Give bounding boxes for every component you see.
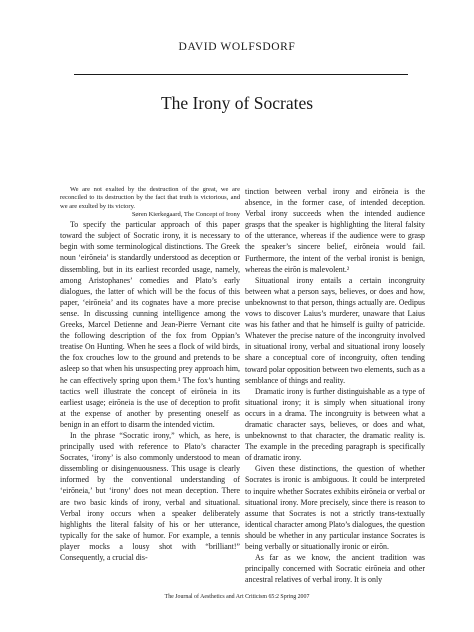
journal-footer: The Journal of Aesthetics and Art Criticism 65:2 Spring 2007 [164, 594, 310, 600]
body-paragraph: Dramatic irony is further distinguishable as a type of situational irony; it is simply when situational irony occurs in a drama. The incongruity is between what a dramatic character says, believes, or does and what, unbeknownst to that character, the dramatic reality is. The example in the preceding paragraph is specifically of dramatic irony. [245, 386, 425, 463]
body-paragraph: To specify the particular approach of this paper toward the subject of Socratic irony, it is necessary to begin with some terminological distinctions. The Greek noun ‘eirōneia’ is standardly understood as deception or dissembling, but in its earliest recorded usage, namely, among Aristophanes’ comedies and Plato’s early dialogues, the latter of which will be the focus of this paper, ‘eirōneia’ and its cognates have a more precise sense. In discussing cunning intelligence among the Greeks, Marcel Detienne and Jean-Pierre Vernant cite the following description of the fox from Oppian’s treatise On Hunting. When he sees a flock of wild birds, the fox crouches low to the ground and pretends to be asleep so that when his unsuspecting prey approach him, he can effectively spring upon them.¹ The fox’s hunting tactics well illustrate the concept of eirōneia in its earliest usage; eirōneia is the use of deception to profit at the expense of another by presenting oneself as benign in an effort to disarm the intended victim. [60, 220, 240, 429]
header-rule [74, 74, 408, 75]
author-header: DAVID WOLFSDORF [178, 41, 296, 53]
body-paragraph: Situational irony entails a certain incongruity between what a person says, believes, or does and how, unbeknownst to that person, things actually are. Oedipus vows to discover Laius’s murderer, unaware that Laius was his father and that he himself is guilty of patricide. Whatever the precise nature of the incongruity involved in situational irony, verbal and situational irony loosely share a conceptual core of incongruity, often tending toward polar opposition between two elements, such as a semblance of things and reality. [245, 275, 425, 385]
body-paragraph: Given these distinctions, the question of whether Socrates is ironic is ambiguous. It could be interpreted to inquire whether Socrates exhibits eirōneia or verbal or situational irony. More precisely, since there is reason to assume that Socrates is not a strictly trans-textually identical character among Plato’s dialogues, the question should be whether in any particular instance Socrates is being verbally or situationally ironic or eirōn. [245, 464, 425, 551]
body-paragraph: tinction between verbal irony and eirōneia is the absence, in the former case, of intended deception. Verbal irony succeeds when the intended audience grasps that the speaker is highlighting the literal falsity of the utterance, whereas if the audience were to grasp the speaker’s sincere belief, eirōneia would fail. Furthermore, the intent of the verbal ironist is benign, whereas the eirōn is malevolent.² [245, 187, 425, 274]
epigraph-text: We are not exalted by the destruction of the great, we are reconciled to its destruction by the fact that truth is victorious, and we are exulted by its victory. [60, 186, 240, 210]
right-column [245, 186, 425, 585]
epigraph-source: Søren Kierkegaard, The Concept of Irony [131, 210, 240, 218]
body-paragraph: As far as we know, the ancient tradition was principally concerned with Socratic eirōneia and other ancestral relatives of verbal irony. It is only [245, 553, 425, 585]
article-title: The Irony of Socrates [160, 93, 314, 113]
left-column [60, 186, 240, 563]
body-paragraph: In the phrase “Socratic irony,” which, as here, is principally used with reference to Plato’s character Socrates, ‘irony’ is also commonly understood to mean dissembling or disingenuousness. This usage is clearly informed by the conventional understanding of ‘eirōneia,’ but ‘irony’ does not mean deception. There are two basic kinds of irony, verbal and situational. Verbal irony occurs when a speaker deliberately highlights the literal falsity of his or her utterance, typically for the sake of humor. For example, a tennis player mocks a lousy shot with “brilliant!” Consequently, a crucial dis- [60, 430, 240, 562]
